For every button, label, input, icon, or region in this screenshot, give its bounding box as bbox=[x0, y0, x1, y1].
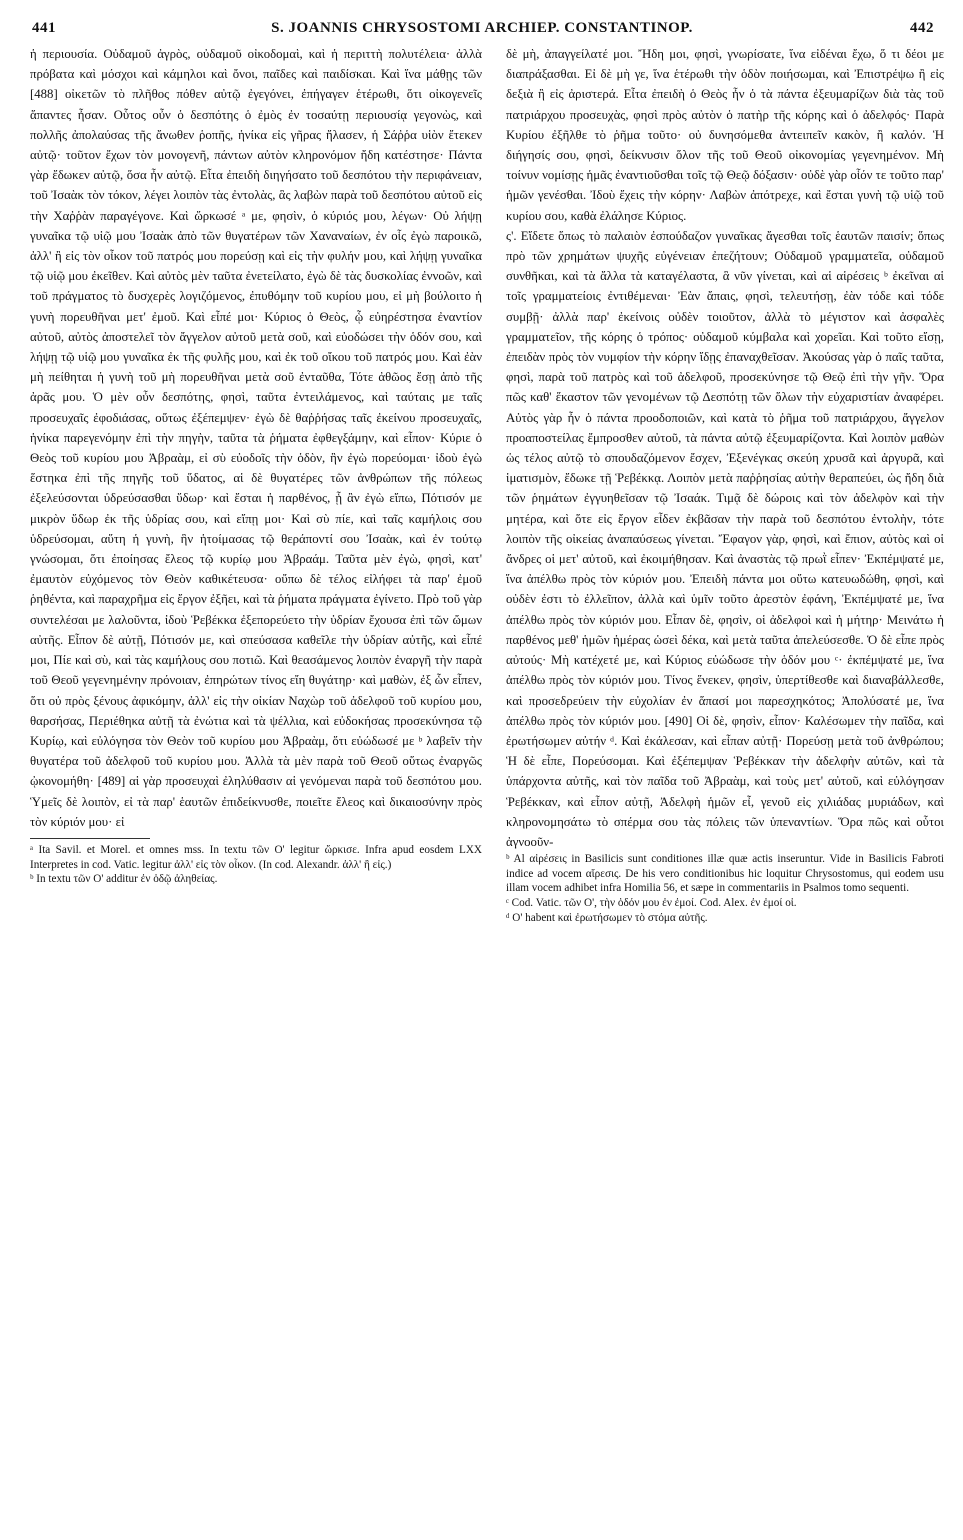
footnote-d: ᵈ O' habent καὶ ἐρωτήσωμεν τὸ στόμα αὐτῆς. bbox=[506, 911, 708, 924]
running-title: S. JOANNIS CHRYSOSTOMI ARCHIEP. CONSTANTINOP. bbox=[271, 20, 693, 36]
footnote-rule bbox=[30, 838, 150, 839]
footnote-a: ᵃ Ita Savil. et Morel. et omnes mss. In textu τῶν O' legitur ὥρκισε. Infra apud eosdem LXX Interpretes in cod. Vatic. legitur ἀλλ' εἰς τὸν οἶκον. (In cod. Alexandr. ἀλλ' ἢ εἰς.) bbox=[30, 843, 482, 871]
footnote-c: ᶜ Cod. Vatic. τῶν O', τὴν ὁδόν μου ἐν ἐμοί. Cod. Alex. ἐν ἐμοί οἱ. bbox=[506, 896, 797, 909]
page-number-right: 442 bbox=[910, 20, 934, 36]
footnote-b: ᵇ In textu τῶν O' additur ἐν ὁδῷ ἀληθείας. bbox=[30, 873, 218, 886]
left-column bbox=[30, 44, 482, 887]
left-column-text: ἡ περιουσία. Οὐδαμοῦ ἀγρὸς, οὐδαμοῦ οἰκοδομαὶ, καὶ ἡ περιττὴ πολυτέλεια· ἀλλὰ πρόβατα καὶ μόσχοι καὶ κάμηλοι καὶ ὄνοι, παῖδες καὶ παιδίσκαι. Καὶ ἵνα μάθῃς τῶν [488] οἰκετῶν τὸ πλῆθος πόθεν αὐτῷ ἐγεγόνει, ἐπήγαγεν ἑτέρωθι, ὅτι οἰκογενεῖς ἅπαντες ἦσαν. Οὗτος οὖν ὁ δεσπότης ὁ ἐμὸς ἐν τοσαύτῃ περιουσίᾳ γεγονὼς, καὶ πολλῆς ἀπολαύσας τῆς ἄνωθεν ῥοπῆς, ἡνίκα εἰς γῆρας ἤλασεν, ἡ Σάῤῥα υἱὸν ἔτεκεν αὐτῷ· τοῦτον ἔχων τὸν μονογενῆ, πάντων αὐτὸν κληρονόμον ἤδη κατέστησε· Πάντα γὰρ ἔδωκεν αὐτῷ, ὅσα ἦν αὐτῷ. Εἶτα ἐπειδὴ διηγήσατο τοῦ δεσπότου τὴν περιφάνειαν, τοῦ Ἰσαὰκ τὸν τόκον, λέγει λοιπὸν τὰς ἐντολὰς, ἃς λαβὼν παρὰ τοῦ δεσπότου αὐτοῦ εἰς τὴν Χαῤῥὰν παραγέγονε. Καὶ ὥρκωσέ ᵃ με, φησὶν, ὁ κύριός μου, λέγων· Οὐ λήψῃ γυναῖκα τῷ υἱῷ μου Ἰσαὰκ ἀπὸ τῶν θυγατέρων τῶν Χαναναίων, ἐν οἷς ἐγὼ παροικῶ, ἀλλ' ἢ εἰς τὸν οἶκον τοῦ πατρός μου πορεύσῃ καὶ εἰς τὴν φυλήν μου, καὶ λήψῃ γυναῖκα τῷ υἱῷ μου ἐκεῖθεν. Καὶ αὐτὸς μὲν ταῦτα ἐνετείλατο, ἐγὼ δὲ τὰς δυσκολίας ἐννοῶν, καὶ τοῦ πράγματος τὸ δυσχερὲς λογιζόμενος, ἐπυθόμην τοῦ κυρίου μου, εἰ μὴ βούλοιτο ἡ γυνὴ πορευθῆναι μετ' ἐμοῦ. Καὶ εἶπέ μοι· Κύριος ὁ Θεὸς, ᾧ εὐηρέστησα ἐναντίον αὐτοῦ, αὐτὸς ἀποστελεῖ τὸν ἄγγελον αὐτοῦ μετὰ σοῦ, καὶ εὐοδώσει τὴν ὁδόν σου, καὶ λήψῃ τῷ υἱῷ μου γυναῖκα ἐκ τῆς φυλῆς μου, καὶ ἐκ τοῦ οἴκου τοῦ πατρός μου. Καὶ ἐὰν μὴ πείθηται ἡ γυνὴ τοῦ μὴ πορευθῆναι μετὰ σοῦ ἐνταῦθα, Τότε ἀθῶος ἔσῃ ἀπὸ τῆς ἀρᾶς μου. Ὁ μὲν οὖν δεσπότης, φησὶ, ταῦτα ἐντειλάμενος, καὶ ταύταις με ταῖς προσευχαῖς ἐφοδιάσας, οὕτως ἐξέπεμψεν· ἐγὼ δὲ θαῤῥήσας ταῖς ἐκείνου προσευχαῖς, ἡνίκα παρεγενόμην ἐπὶ τὴν πηγὴν, ταῦτα τὰ ῥήματα ἐφθεγξάμην, καὶ εἶπον· Κύριε ὁ Θεὸς τοῦ κυρίου μου Ἀβραὰμ, εἰ σὺ εὐοδοῖς τὴν ὁδὸν, ἣν ἐγὼ πορεύομαι· ἰδοὺ ἐγὼ ἕστηκα ἐπὶ τῆς πηγῆς τοῦ ὕδατος, αἱ δὲ θυγατέρες τῶν ἀνθρώπων τῆς πόλεως ἐξελεύσονται ὑδρεύσασθαι ὕδωρ· καὶ ἔσται ἡ παρθένος, ᾗ ἂν ἐγὼ εἴπω, Πότισόν με μικρὸν ὕδωρ ἐκ τῆς ὑδρίας σου, καὶ εἴπῃ μοι· Καὶ σὺ πίε, καὶ ταῖς καμήλοις σου ὑδρεύσομαι, αὕτη ἡ γυνὴ, ἣν ἡτοίμασας τῷ θεράποντί σου Ἰσαὰκ, καὶ ἐν τούτῳ γνώσομαι, ὅτι ἐποίησας ἔλεος τῷ κυρίῳ μου Ἀβραάμ. Ταῦτα μὲν ἐγὼ, φησὶ, κατ' ἐμαυτὸν εὐχόμενος τὸν Θεὸν καθικέτευσα· οὔπω δὲ τέλος εἰλήφει τὰ παρ' ἐμοῦ ῥηθέντα, καὶ παραχρῆμα εἰς ἔργον ἐξῆει, καὶ τὰ ῥήματα πράγματα ἐγίνετο. Πρὸ τοῦ γὰρ συντελέσαι με λαλοῦντα, ἰδοὺ Ῥεβέκκα ἐξεπορεύετο τὴν ὑδρίαν ἔχουσα ἐπὶ τῶν ὤμων αὐτῆς. Εἶπον δὲ αὐτῇ, Πότισόν με, καὶ σπεύσασα καθεῖλε τὴν ὑδρίαν αὐτῆς, καὶ εἶπέ μοι, Πίε καὶ σὺ, καὶ τὰς καμήλους σου ποτιῶ. Καὶ θεασάμενος λοιπὸν ἐναργῆ τὴν παρὰ τοῦ Θεοῦ γεγενημένην πρόνοιαν, ἐπηρώτων τίνος εἴη θυγάτηρ· καὶ μαθὼν, ἐξ ὧν εἶπεν, ὅτι οὐ πρὸς ξένους ἀφικόμην, ἀλλ' εἰς τὴν οἰκίαν Ναχὼρ τοῦ ἀδελφοῦ τοῦ κυρίου μου, θαρσήσας, Περιέθηκα αὐτῇ τὰ ἐνώτια καὶ τὰ ψέλλια, καὶ εὐδοκήσας προσεκύνησα τῷ Κυρίῳ, καὶ εὐλόγησα τὸν Θεὸν τοῦ κυρίου μου Ἀβραὰμ, ὅτι εὐώδωσέ με ᵇ λαβεῖν τὴν θυγατέρα τοῦ ἀδελφοῦ τοῦ κυρίου μου. Ἀλλὰ τὰ μὲν παρὰ τοῦ Θεοῦ οὕτως ἐναργῶς ᾠκονομήθη· [489] αἱ γὰρ προσευχαὶ ἐληλύθασιν αἱ γενόμεναι παρὰ τοῦ δεσπότου μου. Ὑμεῖς δὲ λοιπὸν, εἰ τὰ παρ' ἑαυτῶν ἐπιδείκνυσθε, ποιεῖτε ἔλεος καὶ δικαιοσύνην πρὸς τὸν κύριόν μου· εἰ bbox=[30, 47, 482, 829]
footnote-b-right: ᵇ Al αἱρέσεις in Basilicis sunt conditiones illæ quæ actis inseruntur. Vide in Basilicis Fabroti indice ad vocem αἵρεσις. De his vero conditionibus hic loquitur Chrysostomus, qui eodem usu illam vocem adhibet infra Homilia 56, et sæpe in commentariis in Psalmos tomo sequenti. bbox=[506, 853, 944, 895]
right-column-text: δὲ μὴ, ἀπαγγείλατέ μοι. Ἤδη μοι, φησὶ, γνωρίσατε, ἵνα εἰδέναι ἔχω, ὅ τι δέοι με διαπράξασθαι. Εἰ δὲ μὴ γε, ἵνα ἑτέρωθι τὴν ὁδὸν ποιήσωμαι, καὶ Ἐπιστρέψω ἢ εἰς δεξιὰ ἢ εἰς ἀριστερά. Εἶτα ἐπειδὴ ὁ Θεὸς ἦν ὁ τὰ πάντα ἐξευμαρίζων διὰ τὰς τοῦ πατριάρχου προσευχὰς, φησὶ πρὸς αὐτὸν ὁ πατὴρ τῆς κόρης καὶ ὁ ἀδελφός· Παρὰ Κυρίου ἐξῆλθε τὸ ῥῆμα τοῦτο· οὐ δυνησόμεθα ἀντειπεῖν κακὸν, ἢ καλόν. Ἡ διήγησίς σου, φησὶ, δείκνυσιν ὅλον τῆς τοῦ Θεοῦ οἰκονομίας γεγενημένον. Μὴ τοίνυν νομίσῃς ἡμᾶς ἐναντιοῦσθαι τοῖς τῷ Θεῷ δόξασιν· οὐδὲ γὰρ οἷόν τε τοῦτο παρ' ἡμῶν γενέσθαι. Ἰδοὺ ἔχεις τὴν κόρην· Λαβὼν ἀπότρεχε, καὶ ἔσται γυνὴ τῷ υἱῷ τοῦ κυρίου σου, καθὰ ἐλάλησε Κύριος. bbox=[506, 47, 944, 223]
right-column bbox=[506, 44, 944, 925]
right-column-section-6: ς'. Εἴδετε ὅπως τὸ παλαιὸν ἐσπούδαζον γυναῖκας ἄγεσθαι τοῖς ἑαυτῶν παισίν; ὅπως πρὸ τῶν χρημάτων ψυχῆς εὐγένειαν ἐπεζήτουν; Οὐδαμοῦ γραμματεῖα, οὐδαμοῦ συνθῆκαι, καὶ τὰ ἄλλα τὰ καταγέλαστα, ἃ νῦν γίνεται, καὶ αἱ αἱρέσεις ᵇ ἐκεῖναι αἱ τοῖς γραμματείοις ἐντιθέμεναι· Ἐὰν ἄπαις, φησὶ, τελευτήσῃ, ἐὰν τόδε καὶ τόδε συμβῇ· ἀλλὰ παρ' ἐκείνοις οὐδὲν τοιοῦτον, ἀλλὰ τὸ μέγιστον καὶ ἀσφαλὲς γραμματεῖον, τῆς κόρης ὁ τρόπος· οὐδαμοῦ κύμβαλα καὶ χορεῖαι. Καὶ τοῦτο εἴσῃ, ἐπειδὰν πρὸς τὸν νυμφίον τὴν κόρην ἴδῃς ἐπαναχθεῖσαν. Ἀκούσας γὰρ ὁ παῖς ταῦτα, φησὶ, παρὰ τοῦ πατρὸς καὶ τοῦ ἀδελφοῦ, προσεκύνησε τῷ Θεῷ ἐπὶ τὴν γῆν. Ὅρα πῶς καθ' ἕκαστον τῶν γενομένων τῷ Δεσπότῃ τῶν ὅλων τὴν εὐχαριστίαν ἀναφέρει. Αὐτὸς γὰρ ἦν ὁ πάντα προοδοποιῶν, καὶ κατὰ τὸ ῥῆμα τοῦ πατριάρχου, ἄγγελον προαποστείλας ἔμπροσθεν αὐτοῦ, τὰ πάντα αὐτῷ ἐξευμαρίζοντα. Καὶ λοιπὸν μαθὼν ὡς τέλος αὐτῷ τὸ σπουδαζόμενον ἔσχεν, Ἐξενέγκας σκεύη χρυσᾶ καὶ ἀργυρᾶ, καὶ ἱματισμὸν, ἔδωκε τῇ Ῥεβέκκᾳ. Λοιπὸν μετὰ παῤῥησίας αὐτὴν θεραπεύει, ὡς ἤδη διὰ τῶν ῥημάτων ἐγγυηθεῖσαν τῷ Ἰσαάκ. Τιμᾷ δὲ δώροις καὶ τὸν ἀδελφὸν καὶ τὴν μητέρα, καὶ ὅτε εἰς ἔργον εἶδεν ἐκβᾶσαν τὴν παρὰ τοῦ δεσπότου ἐντολὴν, τότε λοιπὸν τῆς οἰκείας ἀναπαύσεως γίνεται. Ἔφαγον γὰρ, φησὶ, καὶ ἔπιον, αὐτὸς καὶ οἱ ἄνδρες οἱ μετ' αὐτοῦ, καὶ ἐκοιμήθησαν. Καὶ ἀναστὰς τῷ πρωῒ εἶπεν· Ἐκπέμψατέ με, ἵνα ἀπέλθω πρὸς τὸν κύριόν μου. Ἐπειδὴ πάντα μοι οὕτω κατευωδώθη, φησὶ, καὶ οὐδὲν ἐστι τὸ ἐλλεῖπον, ἀλλὰ καὶ ὑμῖν τοῦτο ἀρεστὸν ἐφάνη, Ἐκπέμψατέ με, ἵνα ἀπέλθω πρὸς τὸν κύριόν μου. Εἶπαν δὲ, φησὶν, οἱ ἀδελφοὶ καὶ ἡ μήτηρ· Μεινάτω ἡ παρθένος μεθ' ἡμῶν ἡμέρας ὡσεὶ δέκα, καὶ μετὰ ταῦτα ἀπελεύσεσθε. Ὁ δὲ εἶπε πρὸς αὐτούς· Μὴ κατέχετέ με, καὶ Κύριος εὐώδωσε τὴν ὁδόν μου ᶜ· ἐκπέμψατέ με, ἵνα ἀπέλθω πρὸς τὸν κύριόν μου. Τίνος ἕνεκεν, φησὶν, ὑπερτίθεσθε καὶ διαναβάλλεσθε, καὶ προσεδρεύειν τὴν εὐχολίαν ἐν ἅπασί μοι παρεσχηκότος; Ἀπολύσατέ με, ἵνα ἀπέλθω πρὸς τὸν κύριόν μου. [490] Οἱ δὲ, φησὶν, εἶπον· Καλέσωμεν τὴν παῖδα, καὶ ἐρωτήσωμεν αὐτήν ᵈ. Καὶ ἐκάλεσαν, καὶ εἶπαν αὐτῇ· Πορεύσῃ μετὰ τοῦ ἀνθρώπου; Ἡ δὲ εἶπε, Πορεύσομαι. Καὶ ἐξέπεμψαν Ῥεβέκκαν τὴν ἀδελφὴν αὐτῶν, καὶ τὰ ὑπάρχοντα αὐτῆς, καὶ τὸν παῖδα τοῦ Ἀβραὰμ, καὶ τοὺς μετ' αὐτοῦ, καὶ εὐλόγησαν Ῥεβέκκαν, καὶ εἶπον αὐτῇ, Ἀδελφὴ ἡμῶν εἶ, γενοῦ εἰς χιλιάδας μυριάδων, καὶ κληρονομησάτω τὸ σπέρμα σου τὰς πόλεις τῶν ὑπεναντίων. Ὅρα πῶς καὶ οὗτοι ἀγνοοῦν- bbox=[506, 228, 944, 849]
page-number-left: 441 bbox=[32, 20, 56, 36]
